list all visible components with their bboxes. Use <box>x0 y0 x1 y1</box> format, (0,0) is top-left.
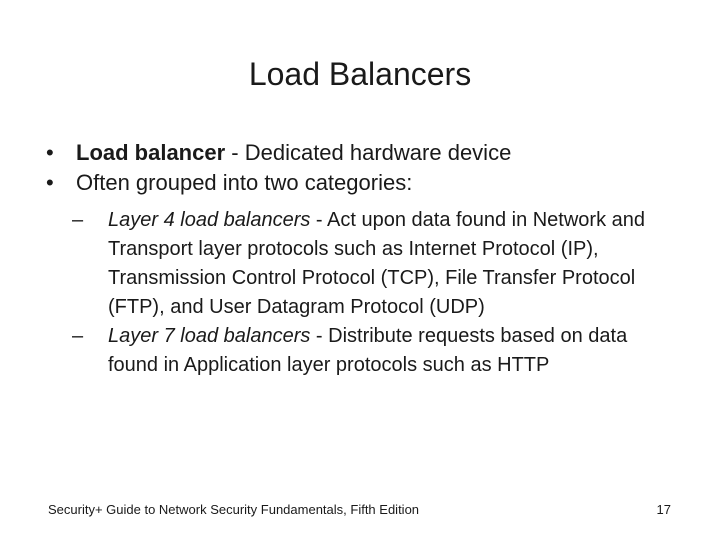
subbullet-term: Layer 4 load balancers <box>108 209 311 231</box>
page-number: 17 <box>656 502 671 517</box>
subbullet-term: Layer 7 load balancers <box>108 325 311 347</box>
slide-body <box>46 138 676 380</box>
bullet-marker: • <box>46 170 54 195</box>
bullet-text: Often grouped into two categories: <box>76 170 413 195</box>
bullet-load-balancer <box>46 138 676 168</box>
bullet-categories <box>46 168 676 198</box>
subbullet-text: - Distribute requests based on data found in Application layer protocols such as HTTP <box>108 325 628 376</box>
slide-title: Load Balancers <box>248 56 472 92</box>
footer-source: Security+ Guide to Network Security Fundamentals, Fifth Edition <box>48 502 420 517</box>
subbullet-marker: – <box>72 209 84 231</box>
bullet-term: Load balancer <box>76 140 226 165</box>
subbullet-marker: – <box>72 325 84 347</box>
subbullet-layer-7 <box>46 322 676 380</box>
subbullet-text: - Act upon data found in Network and Transport layer protocols such as Internet Protocol (IP), Transmission Control Protocol (TCP), File Transfer Protocol (FTP), and User Datagram Protocol (UDP) <box>108 209 646 318</box>
bullet-text: - Dedicated hardware device <box>225 140 512 165</box>
bullet-marker: • <box>46 140 54 165</box>
subbullet-layer-4 <box>46 206 676 322</box>
subbullet-list <box>46 206 676 380</box>
